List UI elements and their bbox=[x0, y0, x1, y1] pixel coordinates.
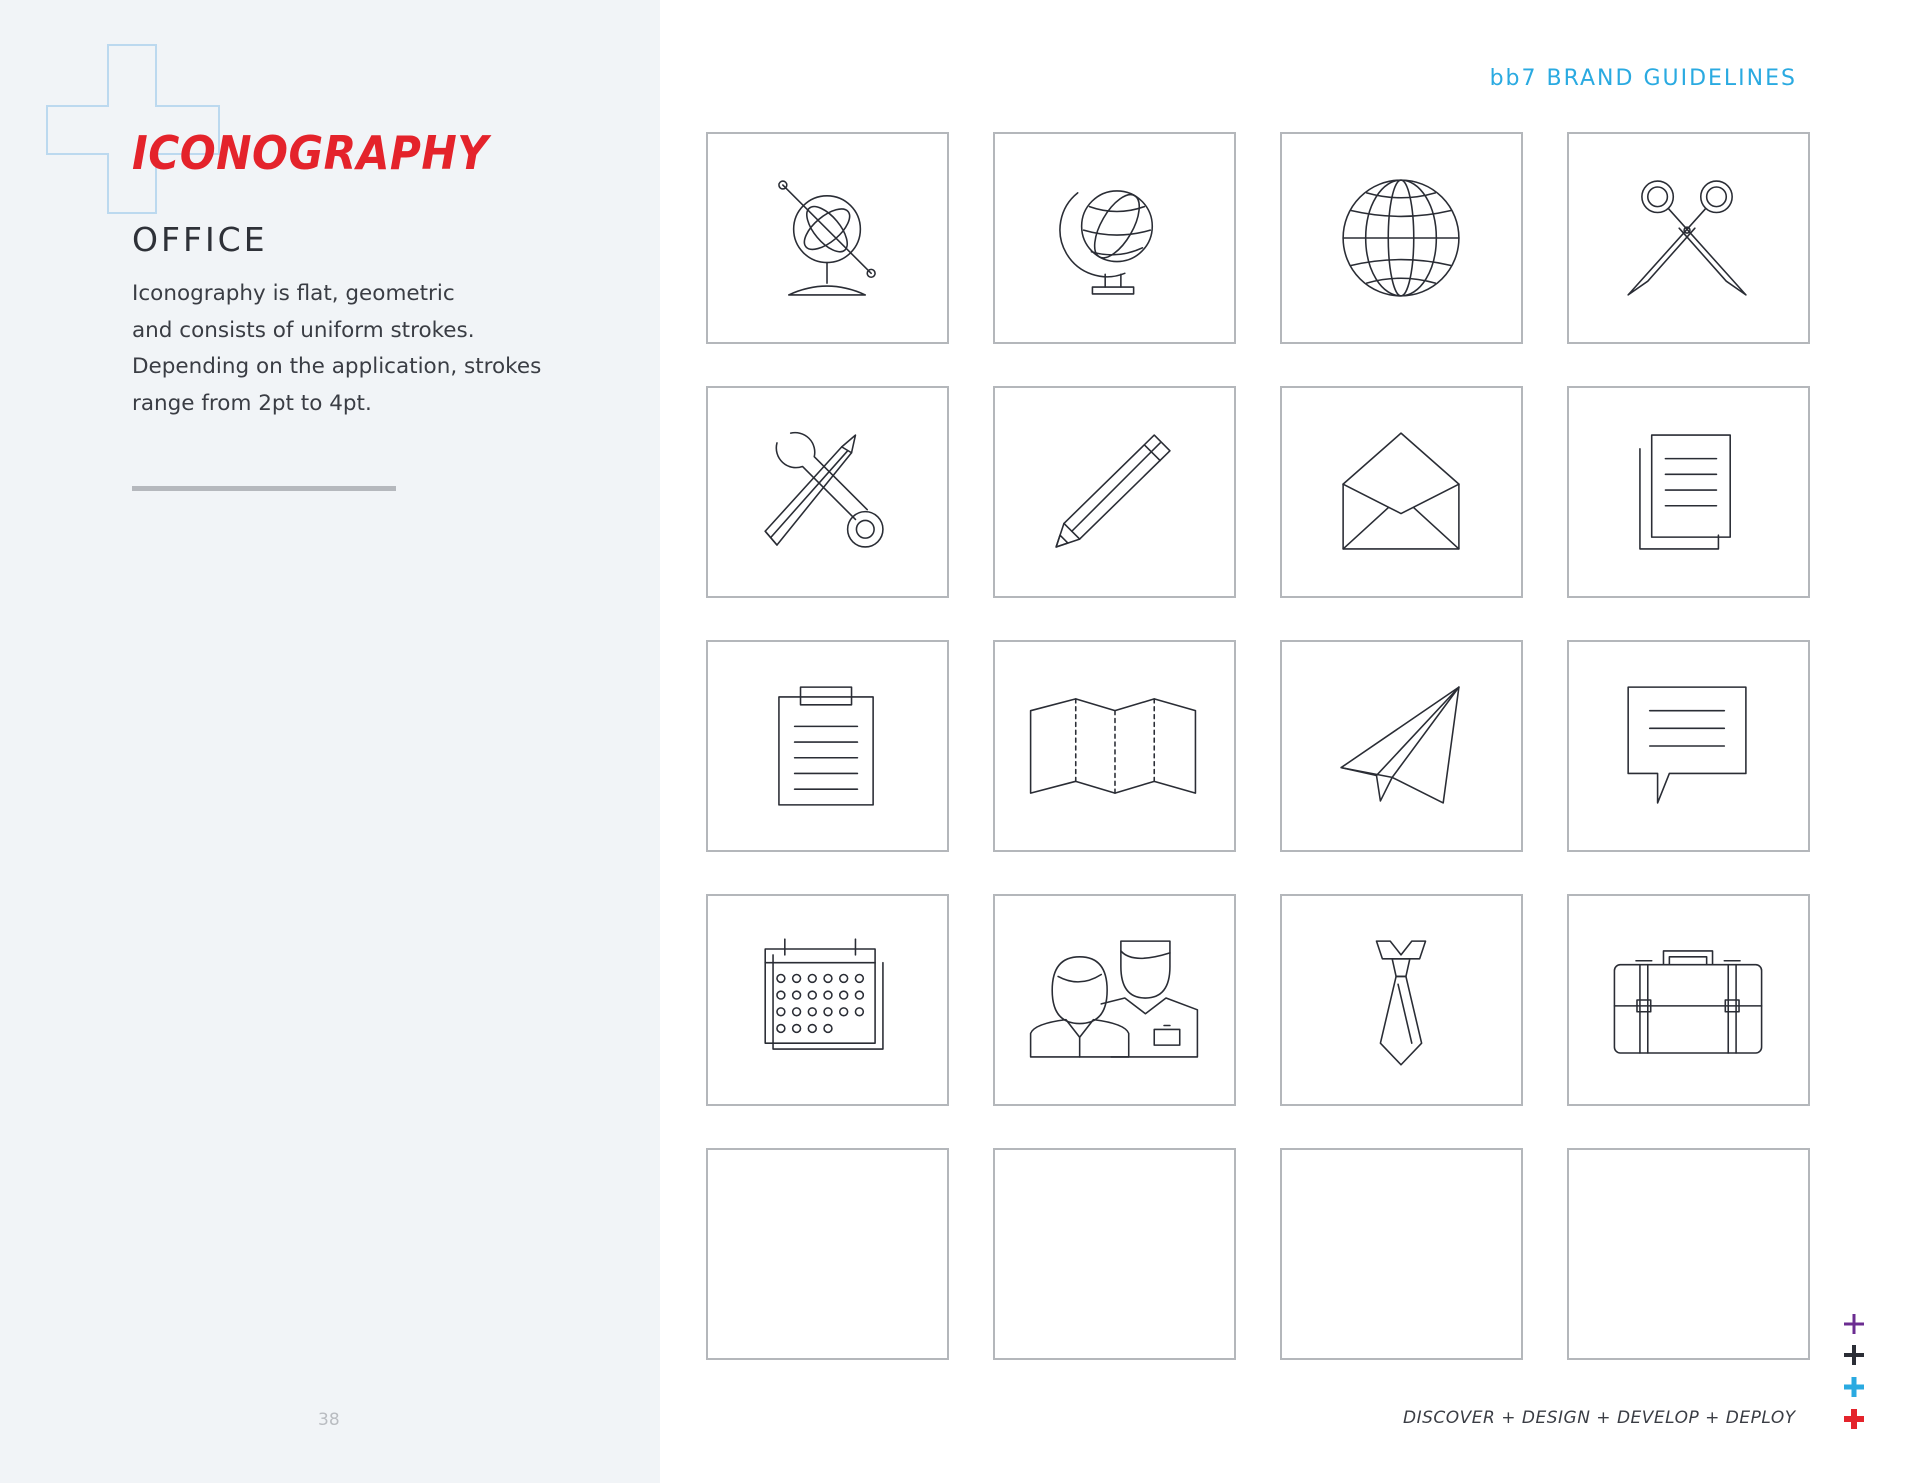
document-header: bb7 BRAND GUIDELINES bbox=[1489, 66, 1797, 91]
empty-icon-tile bbox=[1280, 1148, 1523, 1360]
icon-tile bbox=[1280, 132, 1523, 344]
wrench-pencil-icon bbox=[708, 388, 947, 596]
icon-tile bbox=[993, 640, 1236, 852]
paper-plane-icon bbox=[1282, 642, 1521, 850]
plus-purple-icon bbox=[1844, 1314, 1864, 1334]
description-line: and consists of uniform strokes. bbox=[132, 317, 475, 343]
icon-tile bbox=[993, 132, 1236, 344]
divider-bar bbox=[132, 486, 396, 491]
open-envelope-icon bbox=[1282, 388, 1521, 596]
section-description bbox=[132, 276, 602, 422]
icon-tile bbox=[1567, 132, 1810, 344]
icon-tile bbox=[993, 386, 1236, 598]
icon-tile bbox=[1280, 894, 1523, 1106]
clipboard-icon bbox=[708, 642, 947, 850]
icon-tile bbox=[1567, 894, 1810, 1106]
world-globe-icon bbox=[1282, 134, 1521, 342]
empty-icon-tile bbox=[1567, 1148, 1810, 1360]
footer-tagline: DISCOVER + DESIGN + DEVELOP + DEPLOY bbox=[1403, 1408, 1796, 1428]
calendar-icon bbox=[708, 896, 947, 1104]
documents-icon bbox=[1569, 388, 1808, 596]
empty-icon-tile bbox=[706, 1148, 949, 1360]
section-title: ICONOGRAPHY bbox=[132, 126, 489, 180]
people-icon bbox=[995, 896, 1234, 1104]
necktie-icon bbox=[1282, 896, 1521, 1104]
icon-tile bbox=[1567, 386, 1810, 598]
icon-tile bbox=[706, 132, 949, 344]
plus-dark-icon bbox=[1844, 1345, 1864, 1365]
speech-bubble-icon bbox=[1569, 642, 1808, 850]
desk-globe-icon bbox=[995, 134, 1234, 342]
left-panel bbox=[0, 0, 660, 1483]
plus-red-icon bbox=[1844, 1409, 1864, 1429]
scissors-icon bbox=[1569, 134, 1808, 342]
page-number: 38 bbox=[318, 1410, 340, 1430]
icon-tile bbox=[1567, 640, 1810, 852]
icon-grid bbox=[700, 130, 1800, 1360]
description-line: Depending on the application, strokes bbox=[132, 354, 542, 379]
description-line: range from 2pt to 4pt. bbox=[132, 390, 372, 416]
description-line: Iconography is flat, geometric bbox=[132, 281, 455, 306]
icon-tile bbox=[1280, 640, 1523, 852]
plus-blue-icon bbox=[1844, 1377, 1864, 1397]
icon-tile bbox=[706, 640, 949, 852]
briefcase-icon bbox=[1569, 896, 1808, 1104]
pencil-icon bbox=[995, 388, 1234, 596]
icon-tile bbox=[706, 386, 949, 598]
icon-tile bbox=[993, 894, 1236, 1106]
icon-tile bbox=[1280, 386, 1523, 598]
folded-map-icon bbox=[995, 642, 1234, 850]
icon-tile bbox=[706, 894, 949, 1106]
subsection-title: OFFICE bbox=[132, 220, 268, 259]
armillary-globe-icon bbox=[708, 134, 947, 342]
empty-icon-tile bbox=[993, 1148, 1236, 1360]
plus-stack-icon bbox=[1840, 1310, 1868, 1434]
